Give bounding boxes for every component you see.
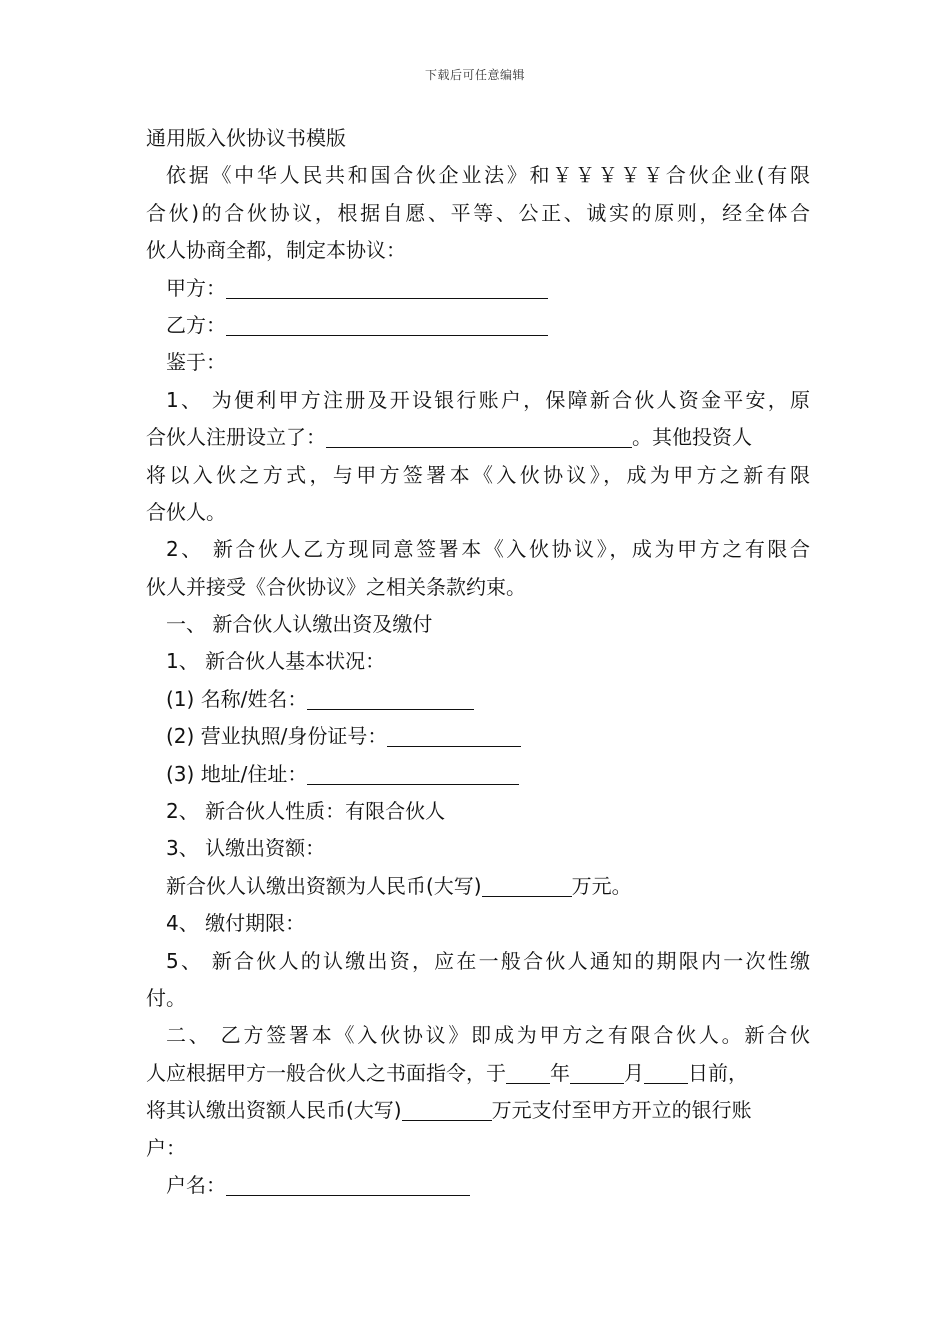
intro-line-1: 依据《中华人民共和国合伙企业法》和￥￥￥￥￥合伙企业(有限 bbox=[166, 163, 810, 188]
section-2-line-2 bbox=[146, 1055, 810, 1092]
section-1-item-3: 3、 认缴出资额： bbox=[166, 836, 326, 861]
partner-name-label: (1) 名称/姓名： bbox=[166, 686, 308, 711]
partner-address-row bbox=[146, 756, 810, 793]
whereas-2-line-1: 2、 新合伙人乙方现同意签署本《入伙协议》，成为甲方之有限合 bbox=[166, 537, 810, 562]
account-name-row bbox=[146, 1167, 810, 1204]
whereas-1-text-b: 。其他投资人 bbox=[632, 425, 752, 450]
partner-name-blank bbox=[307, 687, 474, 710]
section-1-item-4: 4、 缴付期限： bbox=[166, 911, 306, 936]
whereas-1-line-1: 1、 为便利甲方注册及开设银行账户，保障新合伙人资金平安，原 bbox=[166, 387, 810, 412]
contribution-text-b: 万元。 bbox=[571, 873, 632, 898]
whereas-1-line-3: 将以入伙之方式，与甲方签署本《入伙协议》，成为甲方之新有限 bbox=[146, 462, 810, 487]
partner-license-label: (2) 营业执照/身份证号： bbox=[166, 724, 388, 749]
intro-line-3: 伙人协商全都，制定本协议： bbox=[146, 238, 406, 263]
account-name-label: 户名： bbox=[166, 1172, 226, 1197]
section-2-text-c: 将其认缴出资额人民币(大写) bbox=[146, 1098, 402, 1123]
section-1-title: 一、 新合伙人认缴出资及缴付 bbox=[166, 612, 433, 637]
whereas-2-line-2: 伙人并接受《合伙协议》之相关条款约束。 bbox=[146, 574, 526, 599]
section-2-line-3 bbox=[146, 1092, 810, 1129]
contribution-amount-blank bbox=[482, 874, 572, 897]
page-header-note: 下载后可任意编辑 bbox=[424, 68, 525, 82]
partner-license-row bbox=[146, 718, 810, 755]
day-label: 日前， bbox=[688, 1060, 748, 1085]
year-blank bbox=[506, 1061, 550, 1084]
month-blank bbox=[570, 1061, 624, 1084]
year-label: 年 bbox=[550, 1060, 570, 1085]
contribution-text-a: 新合伙人认缴出资额为人民币(大写) bbox=[166, 873, 482, 898]
month-label: 月 bbox=[624, 1060, 644, 1085]
party-b-label: 乙方： bbox=[166, 312, 226, 337]
partner-address-blank bbox=[307, 762, 519, 785]
document-title: 通用版入伙协议书模版 bbox=[146, 126, 346, 150]
section-1-item-5-line-2: 付。 bbox=[146, 985, 186, 1010]
registered-entity-blank bbox=[326, 425, 632, 448]
day-blank bbox=[644, 1061, 688, 1084]
whereas-heading: 鉴于： bbox=[166, 350, 226, 375]
partner-address-label: (3) 地址/住址： bbox=[166, 761, 308, 786]
section-2-line-1: 二、 乙方签署本《入伙协议》即成为甲方之有限合伙人。新合伙 bbox=[166, 1023, 810, 1048]
whereas-1-text-a: 合伙人注册设立了： bbox=[146, 425, 326, 450]
party-b-row bbox=[146, 307, 810, 344]
party-b-blank bbox=[226, 313, 548, 336]
contribution-amount-row bbox=[146, 868, 810, 905]
section-1-item-1: 1、 新合伙人基本状况： bbox=[166, 649, 386, 674]
section-1-item-5-line-1: 5、 新合伙人的认缴出资，应在一般合伙人通知的期限内一次性缴 bbox=[166, 948, 810, 973]
party-a-label: 甲方： bbox=[166, 275, 226, 300]
party-a-row bbox=[146, 270, 810, 307]
section-1-item-2: 2、 新合伙人性质：有限合伙人 bbox=[166, 799, 446, 824]
whereas-1-line-2 bbox=[146, 419, 810, 456]
partner-name-row bbox=[146, 681, 810, 718]
partner-license-blank bbox=[387, 724, 521, 747]
whereas-1-line-4: 合伙人。 bbox=[146, 499, 226, 524]
section-2-line-4: 户： bbox=[146, 1135, 186, 1160]
document-body bbox=[146, 120, 810, 1204]
account-name-blank bbox=[226, 1173, 470, 1196]
intro-line-2: 合伙)的合伙协议，根据自愿、平等、公正、诚实的原则，经全体合 bbox=[146, 200, 810, 225]
section-2-text-d: 万元支付至甲方开立的银行账 bbox=[491, 1098, 752, 1123]
payment-amount-blank bbox=[402, 1098, 492, 1121]
section-2-text-a: 人应根据甲方一般合伙人之书面指令，于 bbox=[146, 1060, 506, 1085]
party-a-blank bbox=[226, 276, 548, 299]
